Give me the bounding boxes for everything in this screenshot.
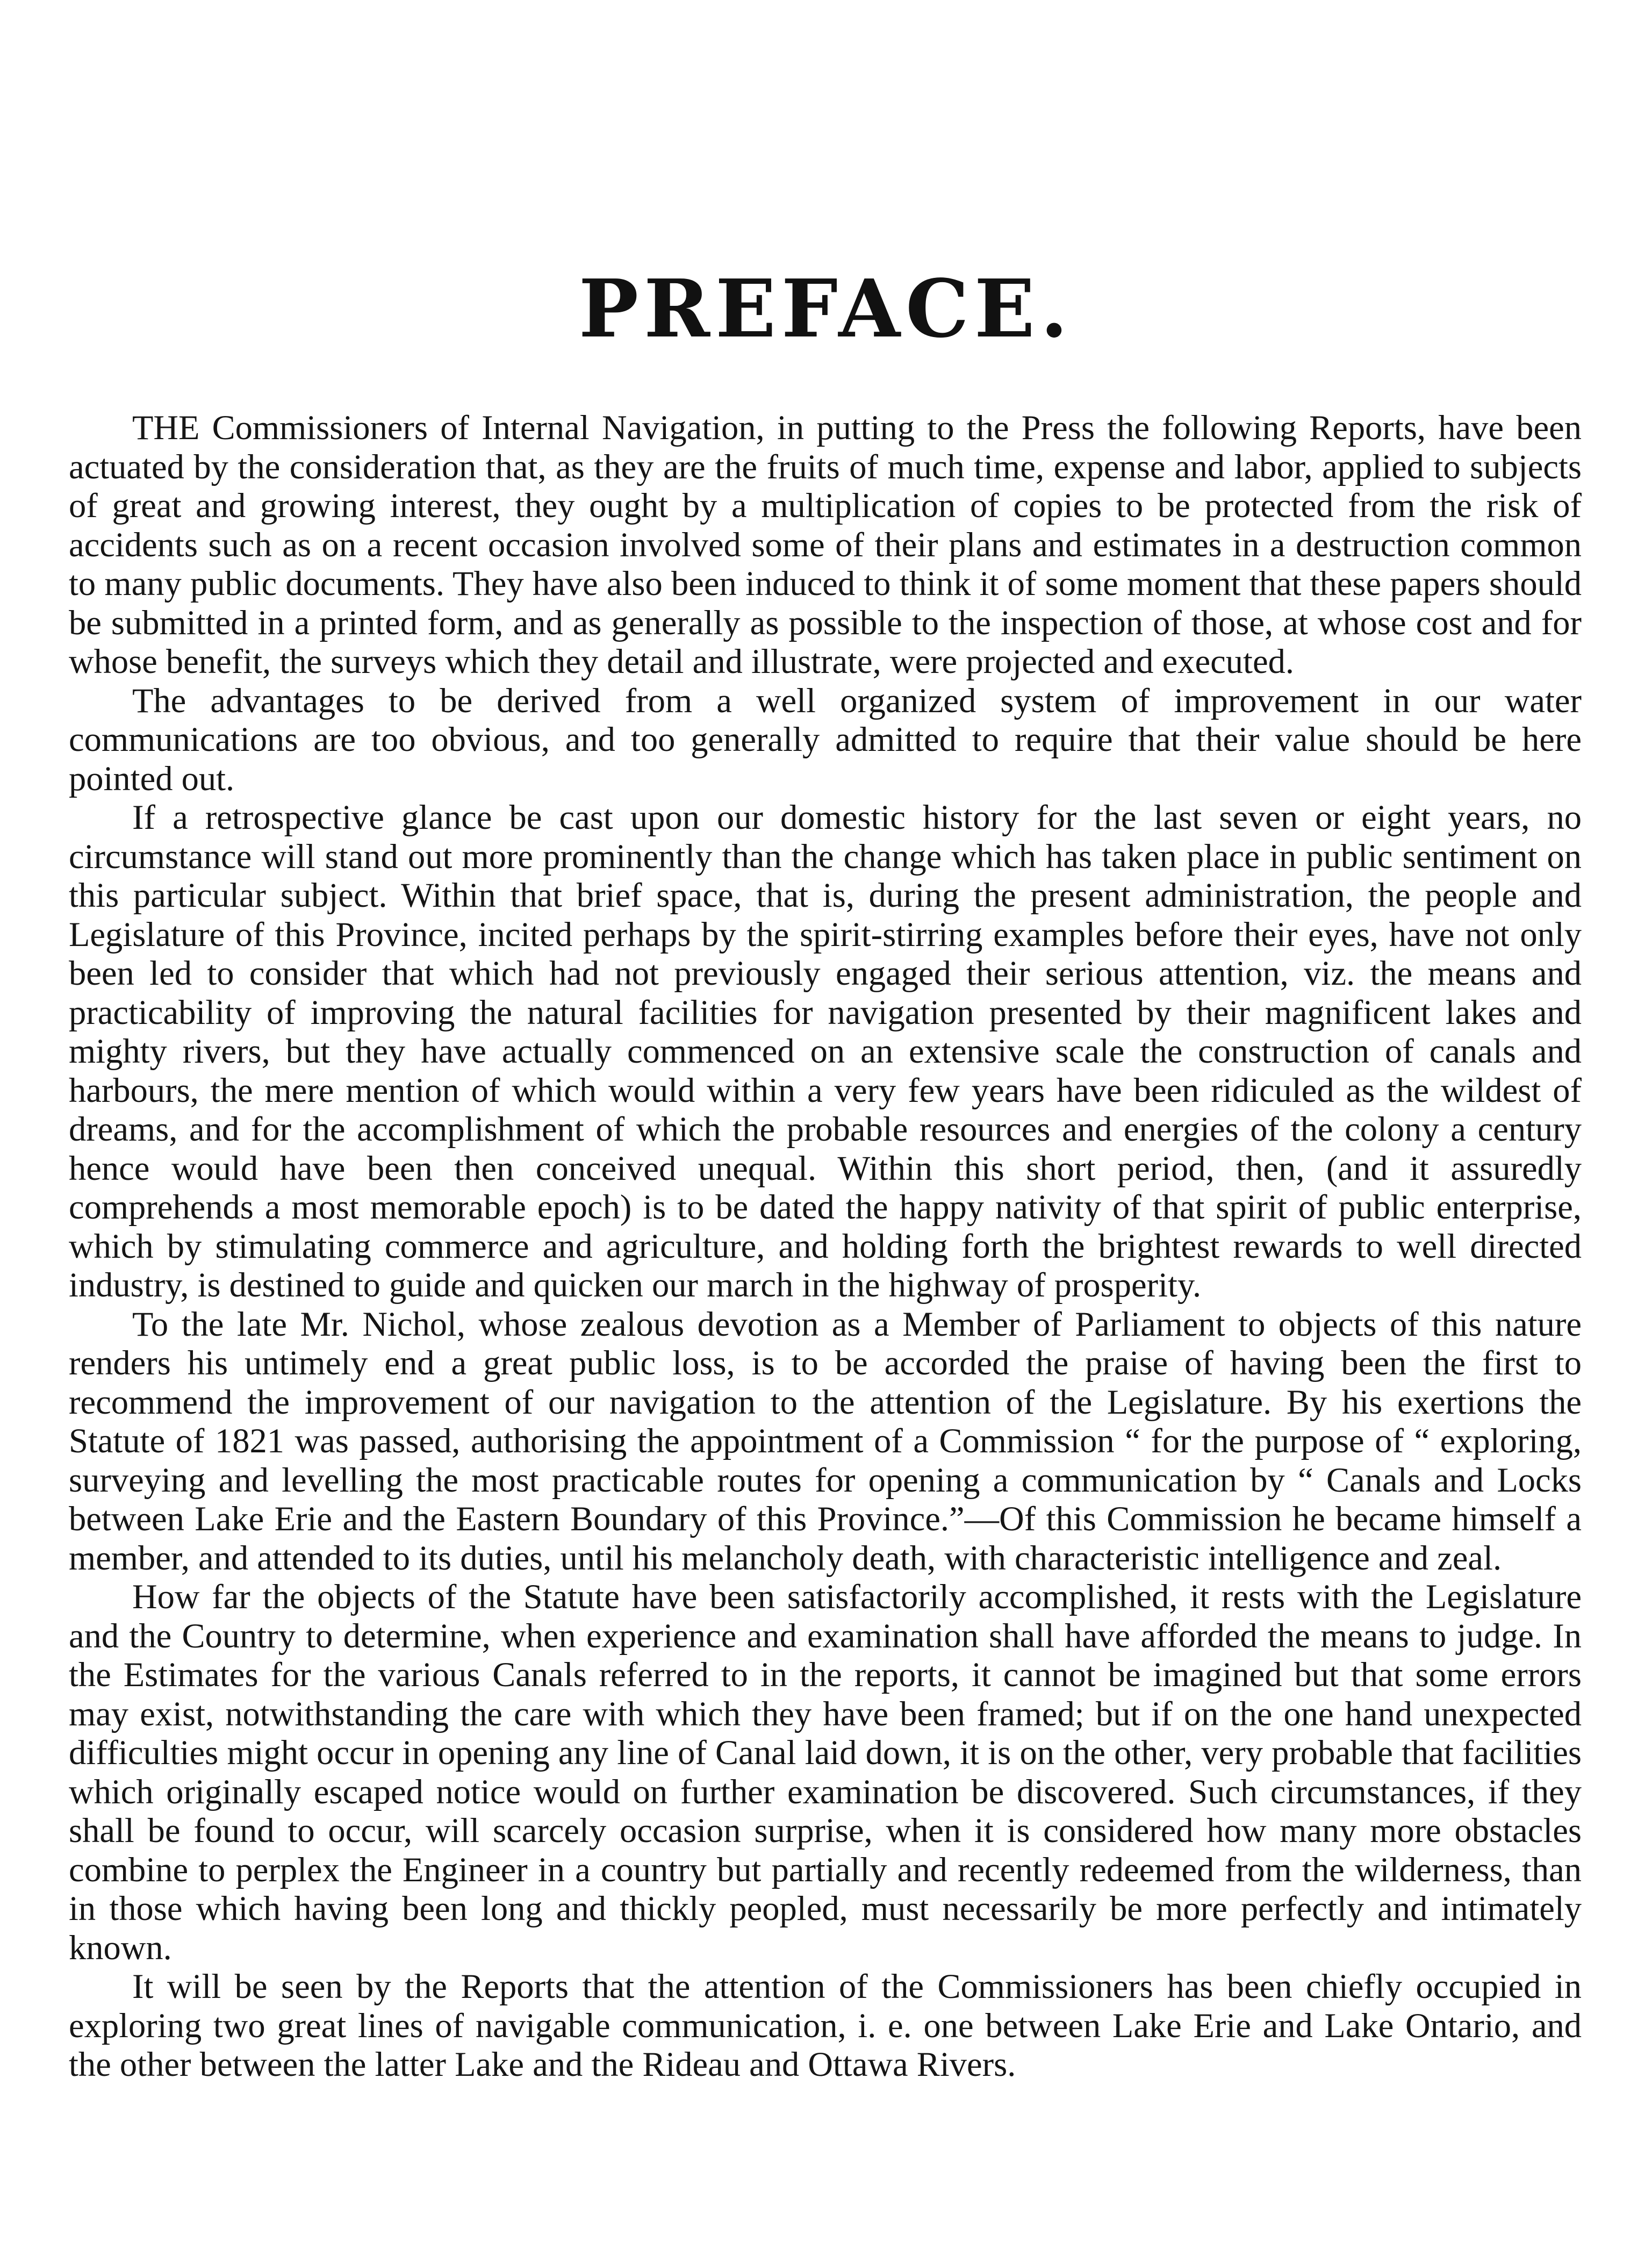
paragraph-2: The advantages to be derived from a well organized system of improvement in our water communications are too obvious, and too generally admitted to require that their value should be here pointed out.	[69, 681, 1582, 798]
paragraph-3: If a retrospective glance be cast upon our domestic history for the last seven or eight years, no circumstance will stand out more prominently than the change which has taken place in public sentiment on this particular subject. Within that brief space, that is, during the present administration, the people and Legislature of this Province, incited perhaps by the spirit-stirring examples before their eyes, have not only been led to consider that which had not previously engaged their serious attention, viz. the means and practicability of improving the natural facilities for navigation presented by their magnificent lakes and mighty rivers, but they have actually commenced on an extensive scale the construction of canals and harbours, the mere mention of which would within a very few years have been ridiculed as the wildest of dreams, and for the accomplishment of which the probable resources and energies of the colony a century hence would have been then conceived unequal. Within this short period, then, (and it assuredly comprehends a most memorable epoch) is to be dated the happy nativity of that spirit of public enterprise, which by stimulating commerce and agriculture, and holding forth the brightest rewards to well directed industry, is destined to guide and quicken our march in the highway of prosperity.	[69, 798, 1582, 1304]
paragraph-4: To the late Mr. Nichol, whose zealous devotion as a Member of Parliament to objects of this nature renders his untimely end a great public loss, is to be accorded the praise of having been the first to recommend the improvement of our navigation to the attention of the Legislature. By his exertions the Statute of 1821 was passed, authorising the appointment of a Commission “ for the purpose of “ exploring, surveying and levelling the most practicable routes for opening a communication by “ Canals and Locks between Lake Erie and the Eastern Boundary of this Province.”—Of this Commission he became himself a member, and attended to its duties, until his melancholy death, with characteristic intelligence and zeal.	[69, 1305, 1582, 1577]
page-title: PREFACE.	[578, 262, 1074, 355]
preface-body	[69, 409, 1582, 2084]
paragraph-6: It will be seen by the Reports that the attention of the Commissioners has been chiefly occupied in exploring two great lines of navigable communication, i. e. one between Lake Erie and Lake Ontario, and the other between the latter Lake and the Rideau and Ottawa Rivers.	[69, 1967, 1582, 2083]
paragraph-1: THE Commissioners of Internal Navigation, in putting to the Press the following Reports, have been actuated by the consideration that, as they are the fruits of much time, expense and labor, applied to subjects of great and growing interest, they ought by a multiplication of copies to be protected from the risk of accidents such as on a recent occasion involved some of their plans and estimates in a destruction common to many public documents. They have also been induced to think it of some moment that these papers should be submitted in a printed form, and as generally as possible to the inspection of those, at whose cost and for whose benefit, the surveys which they detail and illustrate, were projected and executed.	[69, 409, 1582, 680]
paragraph-5: How far the objects of the Statute have been satisfactorily accomplished, it rests with the Legislature and the Country to determine, when experience and examination shall have afforded the means to judge. In the Estimates for the various Canals referred to in the reports, it cannot be imagined but that some errors may exist, notwithstanding the care with which they have been framed; but if on the one hand unexpected difficulties might occur in opening any line of Canal laid down, it is on the other, very probable that facilities which originally escaped notice would on further examination be discovered. Such circumstances, if they shall be found to occur, will scarcely occasion surprise, when it is considered how many more obstacles combine to perplex the Engineer in a country but partially and recently redeemed from the wilderness, than in those which having been long and thickly peopled, must necessarily be more perfectly and intimately known.	[69, 1578, 1582, 1967]
